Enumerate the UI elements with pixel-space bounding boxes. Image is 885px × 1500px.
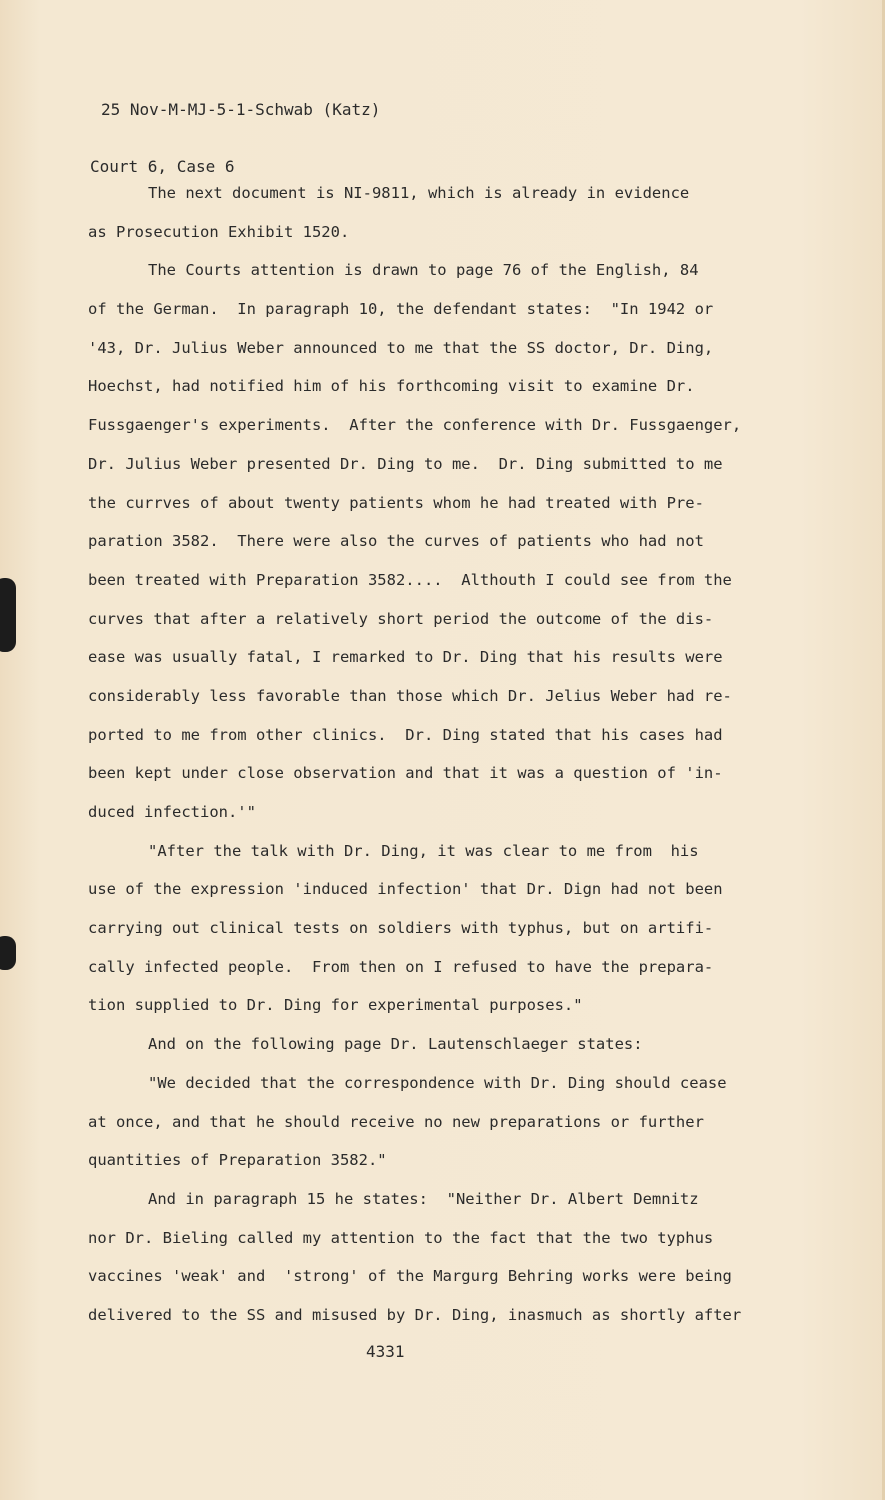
body-line: The next document is NI-9811, which is already in evidence (148, 184, 690, 202)
body-line: at once, and that he should receive no new preparations or further (88, 1112, 704, 1131)
body-line: vaccines 'weak' and 'strong' of the Margurg Behring works were being (88, 1267, 732, 1286)
body-line: "We decided that the correspondence with Dr. Ding should cease (148, 1073, 727, 1092)
document-body (88, 174, 768, 1335)
body-line: delivered to the SS and misused by Dr. Ding, inasmuch as shortly after (88, 1305, 742, 1324)
body-line: duced infection.'" (88, 803, 256, 821)
body-line: nor Dr. Bieling called my attention to the fact that the two typhus (88, 1228, 714, 1247)
body-line: ported to me from other clinics. Dr. Ding stated that his cases had (88, 725, 723, 744)
body-line: of the German. In paragraph 10, the defendant states: "In 1942 or (88, 300, 714, 319)
body-line: curves that after a relatively short period the outcome of the dis- (88, 609, 714, 628)
body-line: the currves of about twenty patients whom he had treated with Pre- (88, 493, 704, 512)
body-line: Hoechst, had notified him of his forthcoming visit to examine Dr. (88, 377, 695, 396)
body-line: been kept under close observation and that it was a question of 'in- (88, 764, 723, 783)
body-line: ease was usually fatal, I remarked to Dr. Ding that his results were (88, 648, 723, 667)
body-line: quantities of Preparation 3582." (88, 1151, 387, 1170)
punch-hole-lower (0, 936, 16, 970)
body-line: paration 3582. There were also the curves of patients who had not (88, 532, 704, 551)
body-line: considerably less favorable than those which Dr. Jelius Weber had re- (88, 686, 732, 705)
body-line: Dr. Julius Weber presented Dr. Ding to me. Dr. Ding submitted to me (88, 454, 723, 473)
body-line: use of the expression 'induced infection' that Dr. Dign had not been (88, 880, 723, 899)
body-line: tion supplied to Dr. Ding for experimental purposes." (88, 996, 583, 1015)
body-line: '43, Dr. Julius Weber announced to me that the SS doctor, Dr. Ding, (88, 338, 714, 357)
body-line: cally infected people. From then on I refused to have the prepara- (88, 957, 714, 976)
header-line-2: Court 6, Case 6 (90, 157, 235, 176)
body-line: The Courts attention is drawn to page 76 of the English, 84 (148, 261, 699, 280)
body-line: And on the following page Dr. Lautenschlaeger states: (148, 1035, 643, 1054)
header-line-1: 25 Nov-M-MJ-5-1-Schwab (Katz) (101, 100, 381, 119)
body-line: as Prosecution Exhibit 1520. (88, 222, 350, 241)
body-line: "After the talk with Dr. Ding, it was clear to me from his (148, 841, 699, 860)
body-line: carrying out clinical tests on soldiers with typhus, but on artifi- (88, 919, 714, 938)
body-line: been treated with Preparation 3582.... Althouth I could see from the (88, 570, 732, 589)
body-line: Fussgaenger's experiments. After the conference with Dr. Fussgaenger, (88, 416, 742, 435)
page-number: 4331 (366, 1342, 405, 1361)
body-line: And in paragraph 15 he states: "Neither Dr. Albert Demnitz (148, 1189, 699, 1208)
punch-hole-upper (0, 578, 16, 652)
